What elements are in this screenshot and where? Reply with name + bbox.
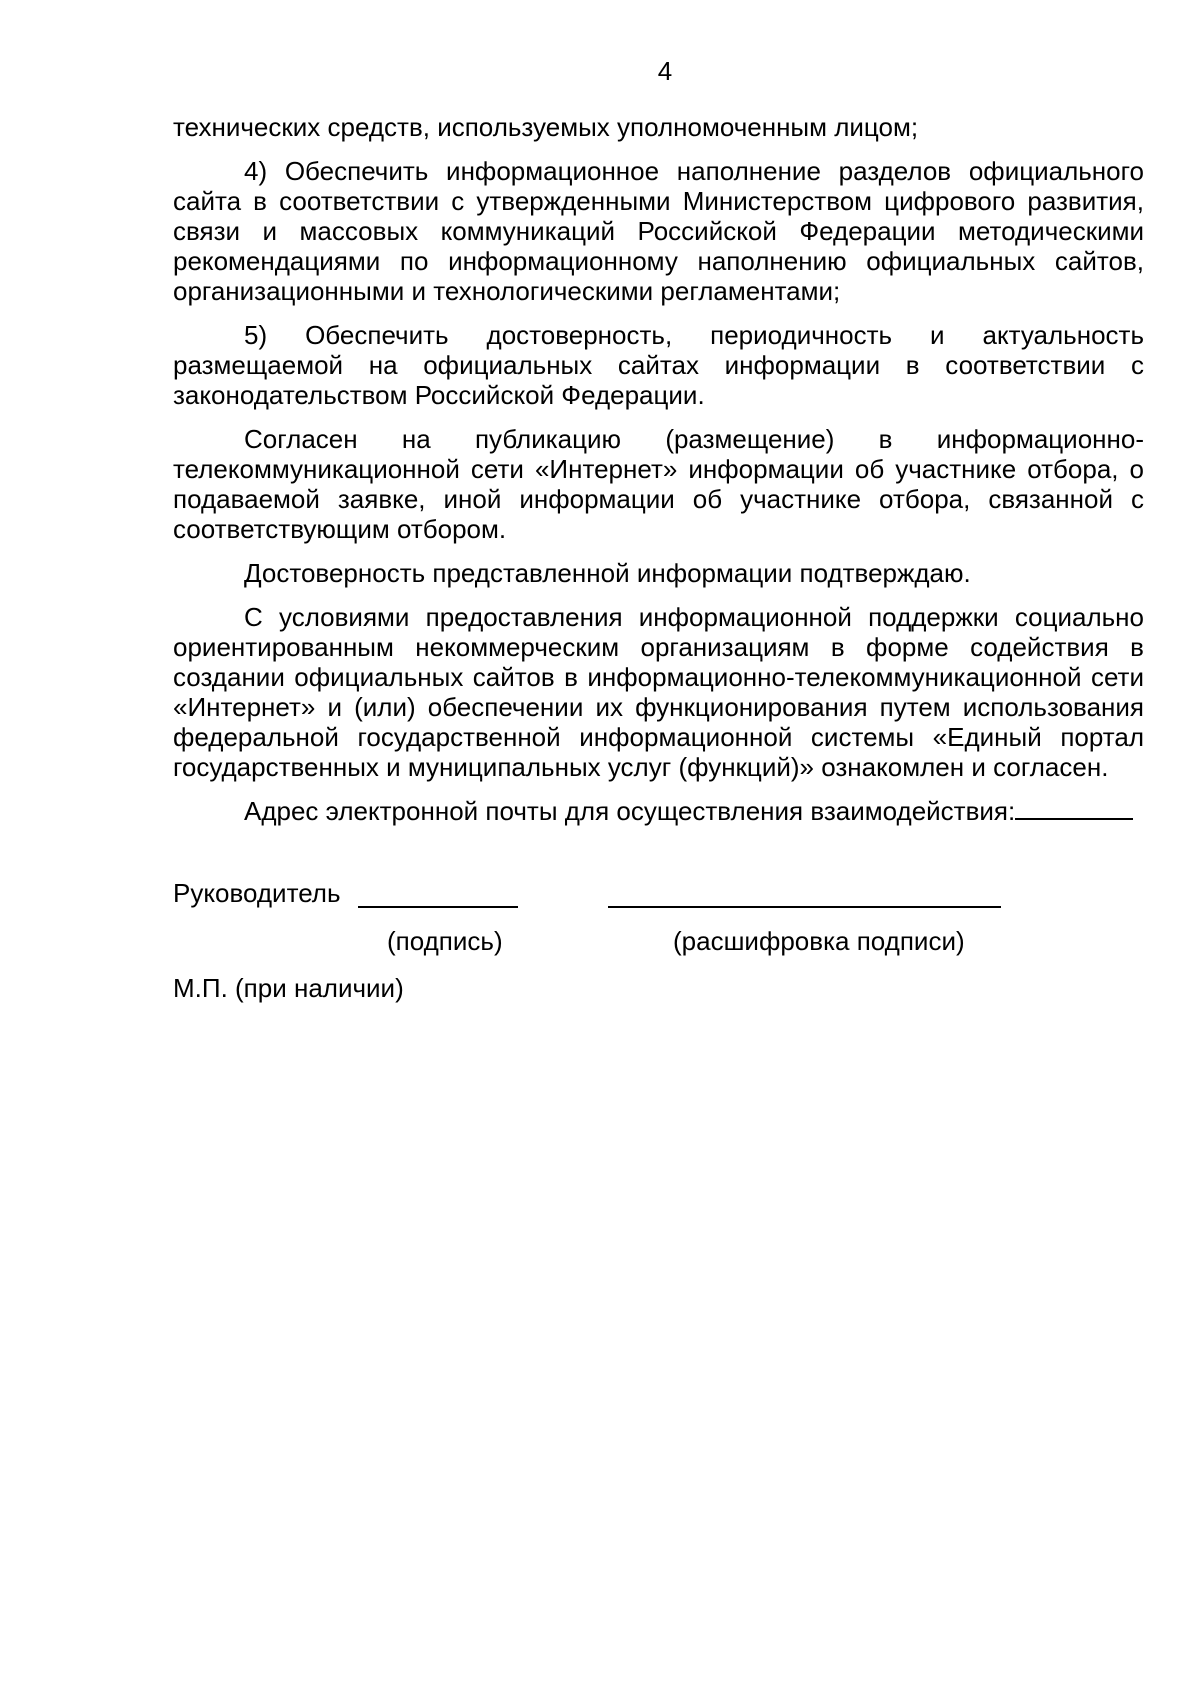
stamp-note: М.П. (при наличии) bbox=[173, 973, 404, 1003]
page-number: 4 bbox=[657, 56, 673, 86]
signature-label: Руководитель bbox=[173, 878, 341, 908]
paragraph-conditions: С условиями предоставления информационной поддержки социально ориентированным некоммерческим организациям в форме содействия в создании официальных сайтов в информационно-телекоммуникационной сети «Интернет» и (или) обеспечении их функционирования путем использования федеральной государственной информационной системы «Единый портал государственных и муниципальных услуг (функций)» ознакомлен и согласен. bbox=[173, 602, 1144, 782]
paragraph-consent-publication: Согласен на публикацию (размещение) в информационно-телекоммуникационной сети «Интернет» информации об участнике отбора, о подаваемой заявке, иной информации об участнике отбора, связанной с соответствующим отбором. bbox=[173, 424, 1144, 544]
signature-caption: (подпись) bbox=[387, 926, 503, 956]
signature-line bbox=[358, 906, 518, 908]
paragraph-continuation: технических средств, используемых уполномоченным лицом; bbox=[173, 112, 919, 142]
paragraph-email bbox=[173, 796, 1144, 826]
document-body bbox=[173, 112, 1144, 826]
signature-name-caption: (расшифровка подписи) bbox=[673, 926, 965, 956]
signature-name-line bbox=[608, 906, 1001, 908]
signature-row bbox=[173, 878, 1144, 912]
email-label: Адрес электронной почты для осуществления взаимодействия: bbox=[244, 796, 1016, 826]
email-blank-line bbox=[1015, 796, 1133, 820]
paragraph-item-5: 5) Обеспечить достоверность, периодичность и актуальность размещаемой на официальных сайтах информации в соответствии с законодательством Российской Федерации. bbox=[173, 320, 1144, 410]
paragraph-reliability: Достоверность представленной информации подтверждаю. bbox=[244, 558, 971, 588]
paragraph-item-4: 4) Обеспечить информационное наполнение разделов официального сайта в соответствии с утвержденными Министерством цифрового развития, связи и массовых коммуникаций Российской Федерации методическими рекомендациями по информационному наполнению официальных сайтов, организационными и технологическими регламентами; bbox=[173, 156, 1144, 306]
